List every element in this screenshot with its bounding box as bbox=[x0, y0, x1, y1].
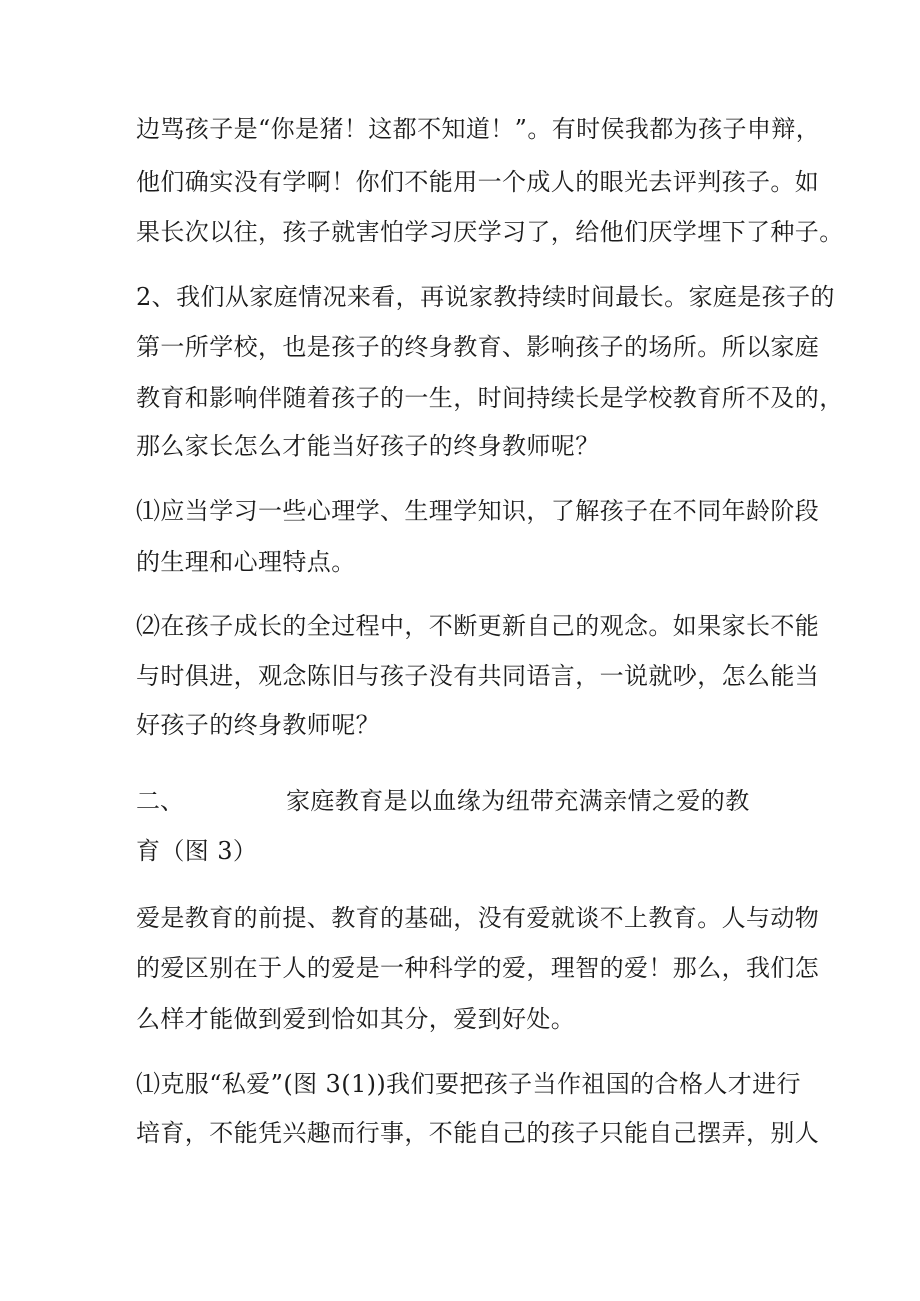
paragraph-line: ⑵在孩子成长的全过程中，不断更新自己的观念。如果家长不能 bbox=[136, 612, 820, 640]
paragraph-line: 他们确实没有学啊！你们不能用一个成人的眼光去评判孩子。如 bbox=[136, 168, 820, 196]
paragraph-line: 的生理和心理特点。 bbox=[136, 548, 356, 576]
paragraph-line: 爱是教育的前提、教育的基础，没有爱就谈不上教育。人与动物 bbox=[136, 904, 820, 932]
paragraph-line: 边骂孩子是“你是猪！这都不知道！”。有时侯我都为孩子申辩， bbox=[136, 115, 821, 143]
paragraph-line: ⑴应当学习一些心理学、生理学知识，了解孩子在不同年龄阶段 bbox=[136, 497, 820, 525]
section-heading: 家庭教育是以血缘为纽带充满亲情之爱的教 bbox=[286, 787, 750, 815]
paragraph-line: 的爱区别在于人的爱是一种科学的爱，理智的爱！那么，我们怎 bbox=[136, 954, 820, 982]
paragraph-line: 么样才能做到爱到恰如其分，爱到好处。 bbox=[136, 1005, 576, 1033]
paragraph-line: 果长次以往，孩子就害怕学习厌学习了，给他们厌学埋下了种子。 bbox=[136, 218, 844, 246]
paragraph-line: ⑴克服“私爱”(图 3(1))我们要把孩子当作祖国的合格人才进行 bbox=[136, 1070, 801, 1098]
paragraph-line: 好孩子的终身教师呢？ bbox=[136, 711, 380, 739]
paragraph-line: 培育，不能凭兴趣而行事，不能自己的孩子只能自己摆弄，别人 bbox=[136, 1119, 820, 1147]
paragraph-line: 那么家长怎么才能当好孩子的终身教师呢？ bbox=[136, 432, 600, 460]
paragraph-line: 第一所学校，也是孩子的终身教育、影响孩子的场所。所以家庭 bbox=[136, 333, 820, 361]
paragraph-line: 与时俱进，观念陈旧与孩子没有共同语言，一说就吵，怎么能当 bbox=[136, 662, 820, 690]
paragraph-line: 2、我们从家庭情况来看，再说家教持续时间最长。家庭是孩子的 bbox=[136, 283, 835, 311]
section-heading-continuation: 育（图 3） bbox=[136, 837, 258, 865]
paragraph-line: 教育和影响伴随着孩子的一生，时间持续长是学校教育所不及的， bbox=[136, 384, 844, 412]
section-number: 二、 bbox=[136, 787, 184, 815]
